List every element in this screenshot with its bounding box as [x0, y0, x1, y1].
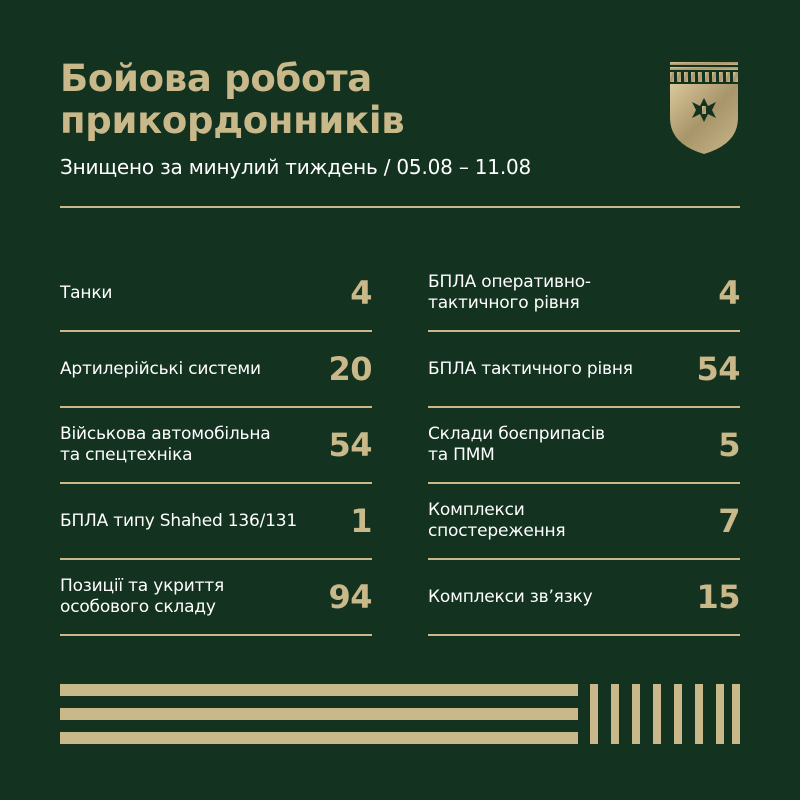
stats-column-right — [428, 256, 740, 636]
stat-value: 7 — [718, 502, 740, 540]
stat-row — [60, 408, 372, 484]
stat-value: 54 — [696, 350, 740, 388]
stat-label: Склади боєприпасів та ПММ — [428, 424, 605, 465]
stat-row — [428, 332, 740, 408]
decorative-stripes — [60, 684, 740, 744]
border-guard-shield-icon — [668, 60, 740, 156]
vertical-stripe — [716, 684, 724, 744]
stat-value: 94 — [328, 578, 372, 616]
stat-label: Комплекси спостереження — [428, 500, 566, 541]
page-subtitle: Знищено за минулий тиждень / 05.08 – 11.08 — [60, 155, 532, 179]
vertical-stripe — [590, 684, 598, 744]
stat-value: 54 — [328, 426, 372, 464]
stat-value: 4 — [718, 274, 740, 312]
stat-value: 15 — [696, 578, 740, 616]
stat-row — [428, 408, 740, 484]
vertical-stripe — [653, 684, 661, 744]
vertical-stripe — [674, 684, 682, 744]
title-line-2: прикордонників — [60, 99, 405, 142]
stat-label: Позиції та укриття особового складу — [60, 576, 225, 617]
vertical-stripe — [611, 684, 619, 744]
vertical-stripe — [632, 684, 640, 744]
stat-label: Комплекси зв’язку — [428, 586, 593, 607]
stats-column-left — [60, 256, 372, 636]
horizontal-stripe — [60, 708, 578, 720]
stat-row — [60, 332, 372, 408]
stat-row — [428, 484, 740, 560]
page-title — [60, 58, 404, 142]
stat-row — [60, 256, 372, 332]
title-line-1: Бойова робота — [60, 57, 372, 100]
stat-value: 4 — [350, 274, 372, 312]
stat-label: БПЛА тактичного рівня — [428, 358, 633, 379]
stat-row — [60, 484, 372, 560]
vertical-stripe — [732, 684, 740, 744]
stat-value: 1 — [350, 502, 372, 540]
stat-label: Військова автомобільна та спецтехніка — [60, 424, 271, 465]
stat-row — [60, 560, 372, 636]
stat-label: Танки — [60, 282, 113, 303]
vertical-stripe — [695, 684, 703, 744]
horizontal-stripe — [60, 732, 578, 744]
stat-row — [428, 560, 740, 636]
horizontal-stripe — [60, 684, 578, 696]
stat-label: БПЛА оперативно- тактичного рівня — [428, 272, 591, 313]
stat-row — [428, 256, 740, 332]
header-divider — [60, 206, 740, 208]
stat-label: БПЛА типу Shahed 136/131 — [60, 510, 298, 531]
stat-label: Артилерійські системи — [60, 358, 261, 379]
stat-value: 20 — [328, 350, 372, 388]
stat-value: 5 — [718, 426, 740, 464]
